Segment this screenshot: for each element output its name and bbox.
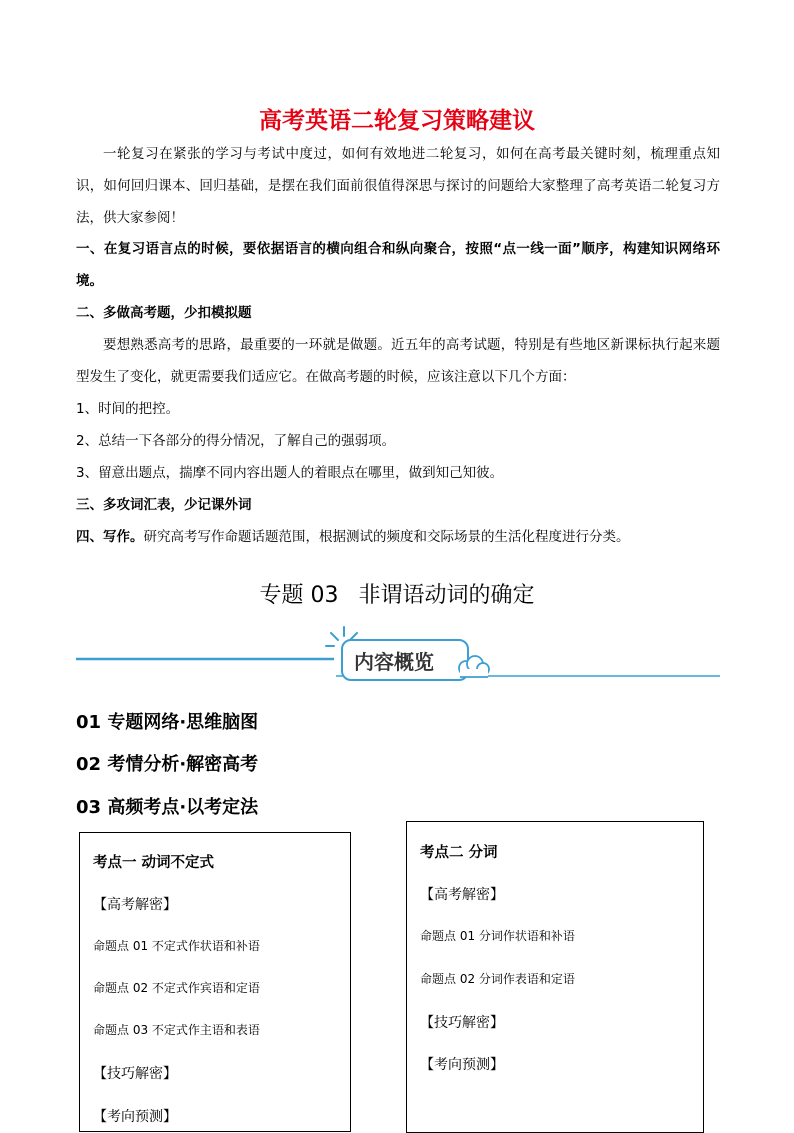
box-left-jiqiao: 【技巧解密】 <box>93 1066 177 1082</box>
point-two-body: 要想熟悉高考的思路，最重要的一环就是做题。近五年的高考试题，特别是有些地区新课标执行起来题型发生了变化，就更需要我们适应它。在做高考题的时候，应该注意以下几个方面： <box>76 337 720 385</box>
box-right-jiqiao: 【技巧解密】 <box>420 1015 504 1031</box>
point-two-heading: 二、多做高考题，少扣模拟题 <box>76 305 252 321</box>
point-one: 一、在复习语言点的时候，要依据语言的横向组合和纵向聚合，按照“点一线一面”顺序，构建知识网络环境。 <box>76 241 720 289</box>
outline-item-1: 01 专题网络·思维脑图 <box>76 712 259 733</box>
topic-number: 专题 03 <box>259 583 339 608</box>
point-box-participle <box>406 821 704 1133</box>
box-right-gaokao: 【高考解密】 <box>420 887 504 903</box>
box-right-title: 考点二 分词 <box>420 845 498 861</box>
topic-title <box>0 578 794 609</box>
page-title: 高考英语二轮复习策略建议 <box>259 108 535 134</box>
box-right-kaoxiang: 【考向预测】 <box>420 1057 504 1073</box>
intro-paragraph: 一轮复习在紧张的学习与考试中度过，如何有效地进二轮复习，如何在高考最关键时刻，梳理重点知识，如何回归课本、回归基础，是摆在我们面前很值得深思与探讨的问题给大家整理了高考英语二轮复习方法，供大家参阅！ <box>76 146 720 226</box>
box-left-item-2: 命题点 02 不定式作宾语和定语 <box>93 981 260 995</box>
point-four-body: 研究高考写作命题话题范围，根据测试的频度和交际场景的生活化程度进行分类。 <box>143 529 630 545</box>
outline-item-3: 03 高频考点·以考定法 <box>76 797 259 818</box>
box-left-gaokao: 【高考解密】 <box>93 897 177 913</box>
topic-name: 非谓语动词的确定 <box>358 583 535 608</box>
sub-item-2: 2、总结一下各部分的得分情况，了解自己的强弱项。 <box>76 433 396 449</box>
point-box-infinitive <box>79 832 351 1132</box>
banner-graphic <box>76 626 720 686</box>
box-left-item-1: 命题点 01 不定式作状语和补语 <box>93 939 260 953</box>
point-four <box>76 521 720 553</box>
outline-item-2: 02 考情分析·解密高考 <box>76 754 259 775</box>
box-left-title: 考点一 动词不定式 <box>93 855 215 871</box>
box-left-kaoxiang: 【考向预测】 <box>93 1109 177 1125</box>
point-four-lead: 四、写作。 <box>76 529 144 545</box>
box-right-item-1: 命题点 01 分词作状语和补语 <box>420 929 575 943</box>
box-left-item-3: 命题点 03 不定式作主语和表语 <box>93 1023 260 1037</box>
box-right-item-2: 命题点 02 分词作表语和定语 <box>420 972 575 986</box>
sub-item-3: 3、留意出题点，揣摩不同内容出题人的着眼点在哪里，做到知己知彼。 <box>76 465 504 481</box>
point-three: 三、多攻词汇表，少记课外词 <box>76 497 252 513</box>
content-overview-banner <box>76 626 720 686</box>
banner-label: 内容概览 <box>354 650 434 674</box>
sub-item-1: 1、时间的把控。 <box>76 401 180 417</box>
